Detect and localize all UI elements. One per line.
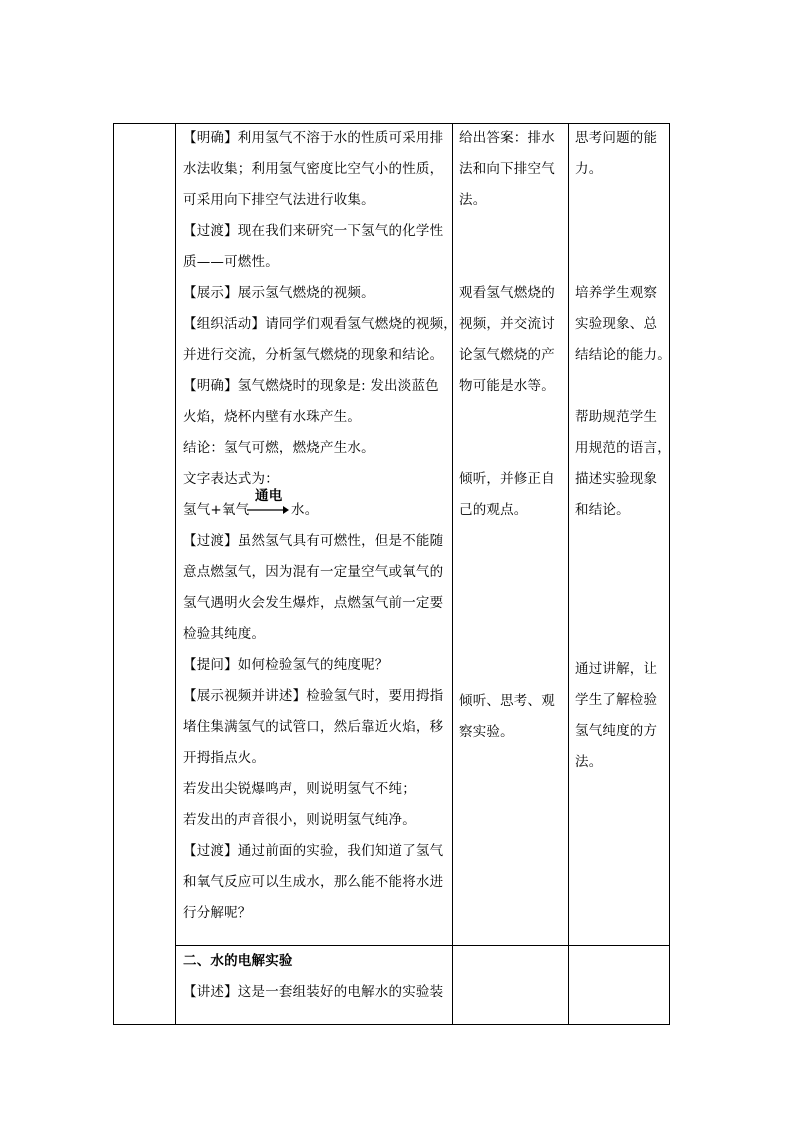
text-line: 力。 (575, 161, 603, 177)
text-line: 【过渡】通过前面的实验，我们知道了氢气 (183, 843, 444, 859)
text-line: 【过渡】现在我们来研究一下氢气的化学性 (183, 223, 444, 239)
text-line: 文字表达式为： (183, 471, 279, 487)
text-line: 己的观点。 (459, 502, 528, 518)
text-line: 倾听，并修正自 (459, 471, 555, 487)
text-line: 结结论的能力。 (575, 347, 671, 363)
text-line: 法。 (575, 754, 603, 770)
text-line: 察实验。 (459, 724, 514, 740)
text-line: 和氧气反应可以生成水，那么能不能将水进 (183, 874, 444, 890)
text-line: 若发出的声音很小，则说明氢气纯净。 (183, 812, 416, 828)
text-line: 论氢气燃烧的产 (459, 347, 555, 363)
text-line: 【组织活动】请同学们观看氢气燃烧的视频， (183, 316, 457, 332)
text-line: 和结论。 (575, 502, 630, 518)
text-line: 检验其纯度。 (183, 626, 266, 642)
text-line: 帮助规范学生 (575, 409, 658, 425)
text-line: 视频，并交流讨 (459, 316, 555, 332)
section-title: 二、水的电解实验 (183, 953, 293, 969)
text-line: 行分解呢？ (183, 905, 252, 921)
teacher-activity-cell-2 (183, 946, 443, 1008)
text-line: 法。 (459, 192, 487, 208)
text-line: 倾听、思考、观 (459, 693, 555, 709)
text-line: 【明确】氢气燃烧时的现象是: 发出淡蓝色 (183, 378, 439, 394)
text-line: 【展示视频并讲述】检验氢气时，要用拇指 (183, 688, 444, 704)
design-intent-cell (575, 123, 671, 526)
reaction-arrow-icon (247, 501, 289, 519)
student-activity-cell-b (459, 686, 555, 748)
text-line: 氢气遇明火会发生爆炸，点燃氢气前一定要 (183, 595, 444, 611)
text-line: 【提问】如何检验氢气的纯度呢？ (183, 657, 389, 673)
text-line: 结论：氢气可燃，燃烧产生水。 (183, 440, 375, 456)
column-divider-1 (175, 123, 176, 1025)
text-line: 实验现象、总 (575, 316, 658, 332)
student-activity-cell (459, 123, 555, 526)
text-line: 给出答案：排水 (459, 130, 555, 146)
text-line: 观看氢气燃烧的 (459, 285, 555, 301)
word-equation (183, 488, 457, 526)
text-line: 并进行交流，分析氢气燃烧的现象和结论。 (183, 347, 444, 363)
text-line: 氢气纯度的方 (575, 723, 658, 739)
text-line: 用规范的语言， (575, 440, 671, 456)
text-line: 学生了解检验 (575, 692, 658, 708)
text-line: 思考问题的能 (575, 130, 658, 146)
text-line: 意点燃氢气，因为混有一定量空气或氧气的 (183, 564, 444, 580)
text-line: 描述实验现象 (575, 471, 658, 487)
text-line: 开拇指点火。 (183, 750, 266, 766)
text-line: 【展示】展示氢气燃烧的视频。 (183, 285, 375, 301)
text-line: 物可能是水等。 (459, 378, 555, 394)
text-line: 法和向下排空气 (459, 161, 555, 177)
equation-condition: 通电 (255, 488, 283, 504)
equation-reactants: 氢气+氧气 (183, 502, 250, 518)
text-line: 【明确】利用氢气不溶于水的性质可采用排 (183, 130, 444, 146)
equation-product: 水。 (291, 502, 319, 518)
text-line: 通过讲解，让 (575, 661, 658, 677)
text-line: 【过渡】虽然氢气具有可燃性，但是不能随 (183, 533, 444, 549)
text-line: 堵住集满氢气的试管口，然后靠近火焰，移 (183, 719, 444, 735)
text-line: 火焰，烧杯内壁有水珠产生。 (183, 409, 362, 425)
text-line: 培养学生观察 (575, 285, 658, 301)
text-line: 若发出尖锐爆鸣声，则说明氢气不纯； (183, 781, 416, 797)
text-line: 【讲述】这是一套组装好的电解水的实验装 (183, 984, 444, 1000)
text-line: 质——可燃性。 (183, 254, 279, 270)
column-divider-3 (568, 123, 569, 1025)
teacher-activity-cell (183, 123, 457, 929)
text-line: 可采用向下排空气法进行收集。 (183, 192, 375, 208)
text-line: 水法收集；利用氢气密度比空气小的性质， (183, 161, 444, 177)
design-intent-cell-b (575, 654, 657, 778)
